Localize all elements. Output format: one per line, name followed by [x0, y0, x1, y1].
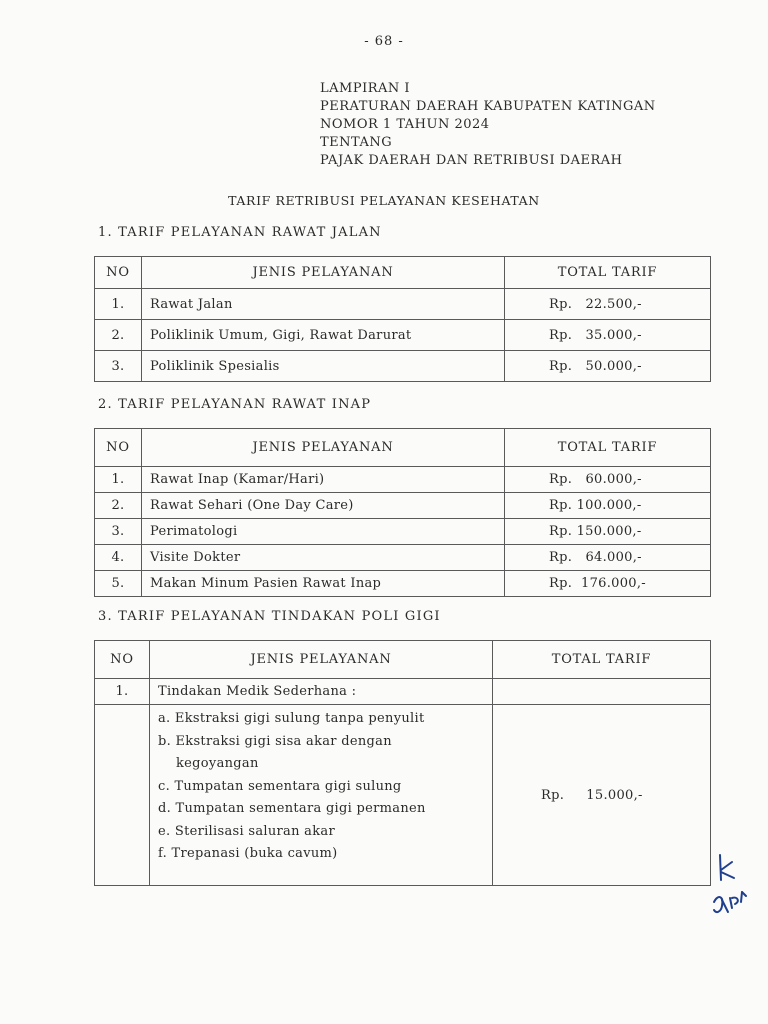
header-no: NO	[95, 257, 142, 289]
row-no: 3.	[95, 519, 142, 545]
row-jenis: Visite Dokter	[142, 545, 505, 571]
row-no: 2.	[95, 493, 142, 519]
table-row	[95, 545, 711, 571]
table-rawat-jalan	[94, 256, 711, 382]
list-item: c. Tumpatan sementara gigi sulung	[158, 778, 402, 794]
section-heading-poli-gigi: 3. TARIF PELAYANAN TINDAKAN POLI GIGI	[98, 609, 441, 624]
row-no: 1.	[95, 467, 142, 493]
header-tarif: TOTAL TARIF	[505, 429, 711, 467]
header-jenis: JENIS PELAYANAN	[150, 641, 493, 679]
list-item: f. Trepanasi (buka cavum)	[158, 846, 338, 861]
row-no: 1.	[95, 679, 150, 705]
row-jenis: Rawat Inap (Kamar/Hari)	[142, 467, 505, 493]
regulation-title: PERATURAN DAERAH KABUPATEN KATINGAN	[320, 99, 656, 114]
table-row	[95, 519, 711, 545]
table-row	[95, 351, 711, 382]
row-no: 4.	[95, 545, 142, 571]
table-rawat-inap	[94, 428, 711, 597]
table-header-row	[95, 641, 711, 679]
table-row	[95, 679, 711, 705]
row-jenis: Perimatologi	[142, 519, 505, 545]
service-items-cell	[150, 705, 493, 886]
row-tarif: Rp. 22.500,-	[505, 289, 711, 320]
list-item: kegoyangan	[176, 756, 259, 771]
section-heading-rawat-jalan: 1. TARIF PELAYANAN RAWAT JALAN	[98, 225, 382, 240]
header-no: NO	[95, 641, 150, 679]
lampiran-block	[320, 80, 656, 170]
regulation-number: NOMOR 1 TAHUN 2024	[320, 117, 490, 132]
row-tarif: Rp. 35.000,-	[505, 320, 711, 351]
row-no: 1.	[95, 289, 142, 320]
header-jenis: JENIS PELAYANAN	[142, 257, 505, 289]
header-jenis: JENIS PELAYANAN	[142, 429, 505, 467]
row-tarif: Rp. 100.000,-	[505, 493, 711, 519]
row-tarif: Rp. 50.000,-	[505, 351, 711, 382]
row-jenis: Poliklinik Spesialis	[142, 351, 505, 382]
regulation-subject: PAJAK DAERAH DAN RETRIBUSI DAERAH	[320, 153, 623, 168]
row-jenis: Rawat Jalan	[142, 289, 505, 320]
table-row	[95, 320, 711, 351]
row-tarif: Rp. 64.000,-	[505, 545, 711, 571]
row-no-empty	[95, 705, 150, 886]
row-no: 3.	[95, 351, 142, 382]
row-tarif-empty	[493, 679, 711, 705]
page-number: - 68 -	[364, 34, 404, 49]
row-jenis: Rawat Sehari (One Day Care)	[142, 493, 505, 519]
table-row	[95, 493, 711, 519]
list-item: d. Tumpatan sementara gigi permanen	[158, 801, 426, 816]
table-row-items	[95, 705, 711, 886]
row-tarif: Rp. 176.000,-	[505, 571, 711, 597]
header-tarif: TOTAL TARIF	[505, 257, 711, 289]
table-row	[95, 289, 711, 320]
document-title: TARIF RETRIBUSI PELAYANAN KESEHATAN	[228, 193, 540, 208]
row-tarif: Rp. 15.000,-	[493, 705, 711, 886]
row-jenis: Tindakan Medik Sederhana :	[150, 679, 493, 705]
table-row	[95, 571, 711, 597]
row-no: 5.	[95, 571, 142, 597]
table-row	[95, 467, 711, 493]
row-jenis: Makan Minum Pasien Rawat Inap	[142, 571, 505, 597]
tentang-label: TENTANG	[320, 135, 393, 150]
list-item: b. Ekstraksi gigi sisa akar dengan	[158, 733, 392, 749]
row-tarif: Rp. 150.000,-	[505, 519, 711, 545]
service-items-list	[158, 708, 484, 866]
lampiran-label: LAMPIRAN I	[320, 81, 411, 96]
section-heading-rawat-inap: 2. TARIF PELAYANAN RAWAT INAP	[98, 397, 372, 412]
header-tarif: TOTAL TARIF	[493, 641, 711, 679]
row-no: 2.	[95, 320, 142, 351]
table-header-row	[95, 257, 711, 289]
table-poli-gigi	[94, 640, 711, 886]
list-item: e. Sterilisasi saluran akar	[158, 823, 335, 839]
list-item: a. Ekstraksi gigi sulung tanpa penyulit	[158, 711, 425, 726]
header-no: NO	[95, 429, 142, 467]
handwritten-initials-icon	[708, 850, 758, 930]
table-header-row	[95, 429, 711, 467]
row-jenis: Poliklinik Umum, Gigi, Rawat Darurat	[142, 320, 505, 351]
row-tarif: Rp. 60.000,-	[505, 467, 711, 493]
